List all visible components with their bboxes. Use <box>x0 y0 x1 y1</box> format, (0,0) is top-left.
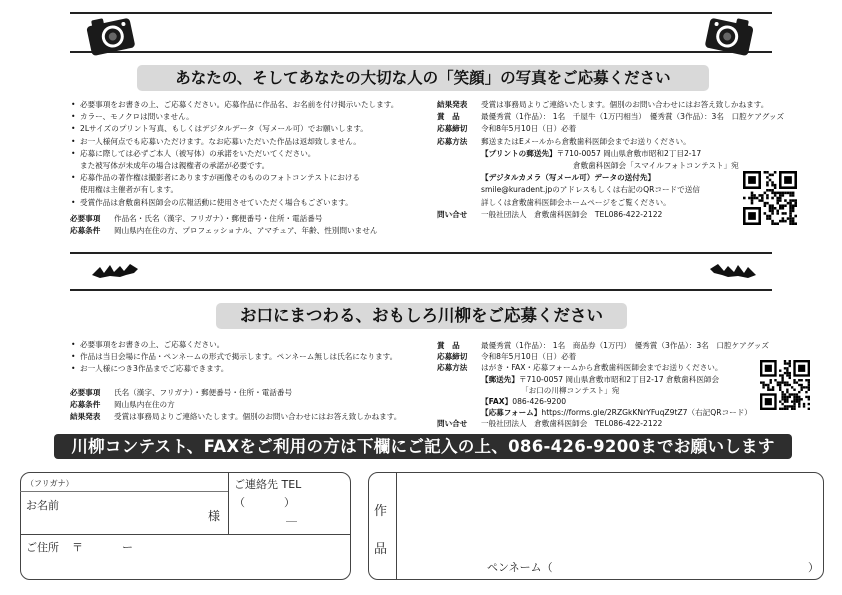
photo-details <box>437 99 784 221</box>
work-input[interactable] <box>400 476 820 552</box>
kv-value: 最優秀賞（1作品）： 1名 商品券（1万円） 優秀賞（3作品）：3名 口腔ケアグッズ <box>481 341 769 350</box>
penname-close: ） <box>808 561 819 574</box>
tel-close-paren: ） <box>284 496 295 509</box>
rule-item: • 受賞作品は倉敷歯科医師会の広報活動に使用させていただく場合もございます。 <box>70 197 398 209</box>
tel-input[interactable] <box>232 490 347 530</box>
kv-value: 最優秀賞（1作品）： 1名 千屋牛（1万円相当） 優秀賞（3作品）：3名 口腔ケアグッズ <box>481 112 785 122</box>
form-divider-furigana <box>20 491 228 492</box>
kv-label: 結果発表 <box>437 100 468 109</box>
camera-icon <box>700 8 760 58</box>
rule-item: また被写体が未成年の場合は親権者の承諾が必要です。 <box>80 161 270 171</box>
form-divider-vertical <box>228 472 229 534</box>
postal-dash: ー <box>122 541 133 554</box>
rule-item: • お一人様何点でも応募いただけます。なお応募いただいた作品は返却致しません。 <box>70 136 398 148</box>
fax-value: 086-426-9200 <box>512 397 567 407</box>
kv-value: 受賞は事務局よりご連絡いたします。個別のお問い合わせにはお答え致しかねます。 <box>481 100 769 109</box>
kv-label: 必要事項 <box>70 214 101 223</box>
kv-value: 郵送またはEメールから倉敷歯科医師会までお送りください。 <box>481 136 691 146</box>
qr-code-icon[interactable] <box>743 171 797 225</box>
kv-label: 応募締切 <box>437 352 468 362</box>
rule-item: • 2Lサイズのプリント写真、もしくはデジタルデータ（写メール可）でお願いします。 <box>70 123 398 135</box>
rule-item: • 応募作品の著作権は撮影者にありますが画像そのもののフォトコンテストにおける <box>70 172 398 184</box>
kv-label: 応募方法 <box>437 136 468 146</box>
senryu-title-suffix: 応募要領 <box>530 261 651 292</box>
work-label: 作 <box>374 504 388 519</box>
rule-item: • カラー、モノクロは問いません。 <box>70 111 398 123</box>
kv-label: 問い合せ <box>437 419 468 429</box>
senryu-title-text: お口の川柳コンテスト <box>189 261 489 292</box>
kv-value: 一般社団法人 倉敷歯科医師会 TEL086-422-2122 <box>481 419 663 429</box>
tel-dash: ＿ <box>286 510 297 523</box>
kv-label: 賞 品 <box>437 112 460 122</box>
kv-value: 受賞は事務局よりご連絡いたします。個別のお問い合わせにはお答え致しかねます。 <box>114 412 402 422</box>
kv-value: 令和8年5月10日（日）必着 <box>481 352 577 362</box>
digital-line: 詳しくは倉敷歯科医師会ホームページをご覧ください。 <box>481 197 671 207</box>
photo-title-suffix: 応募要領 <box>558 21 679 52</box>
kv-value: 氏名（漢字、フリガナ）・郵便番号・住所・電話番号 <box>114 388 293 397</box>
kv-label: 応募方法 <box>437 363 468 373</box>
kv-value: 一般社団法人 倉敷歯科医師会 TEL086-422-2122 <box>481 209 663 219</box>
print-recipient: 倉敷歯科医師会「スマイルフォトコンテスト」宛 <box>573 161 739 171</box>
senryu-details <box>437 340 769 430</box>
name-input[interactable] <box>60 493 205 529</box>
photo-requirements <box>70 213 377 237</box>
mail-heading: 【郵送先】 <box>481 374 519 384</box>
photo-title-text: スマイルフォトコンテスト <box>161 21 517 52</box>
rule-item: • お一人様につき3作品までご応募できます。 <box>70 363 397 375</box>
photo-rules-list <box>70 99 398 209</box>
kv-label: 必要事項 <box>70 388 101 397</box>
senryu-rules-list <box>70 339 397 376</box>
address-label: ご住所 <box>26 541 59 554</box>
address-input[interactable] <box>24 554 346 576</box>
digital-line[interactable]: smile@kuradent.jpのアドレスもしくは右記のQRコードで送信 <box>481 185 700 195</box>
rule-item: 使用権は主催者が有します。 <box>80 185 179 195</box>
photo-contest-subtitle: あなたの、そしてあなたの大切な人の「笑顔」の写真をご応募ください <box>137 65 709 91</box>
mail-address: 〒710-0057 岡山県倉敷市昭和2丁目2-17 倉敷歯科医師会 <box>518 374 720 384</box>
kv-label: 応募締切 <box>437 124 468 134</box>
tel-label: ご連絡先 TEL <box>234 478 302 491</box>
kv-label: 賞 品 <box>437 341 460 350</box>
form-url[interactable]: https://forms.gle/2RZGkKNrYFuqZ9tZ7（右記QRコード） <box>541 408 752 418</box>
rule-item: • 必要事項をお書きの上、ご応募ください。 <box>70 339 397 351</box>
work-label: 品 <box>374 542 388 557</box>
print-heading: 【プリントの郵送先】 <box>481 148 557 158</box>
work-divider-vertical <box>396 472 397 580</box>
kv-label: 問い合せ <box>437 209 468 219</box>
kv-label: 応募条件 <box>70 226 101 236</box>
rule-item: • 必要事項をお書きの上、ご応募ください。応募作品に作品名、お名前を付け掲示いたします。 <box>70 99 398 111</box>
form-divider-address <box>20 534 351 535</box>
penname-label: ペンネーム（ <box>487 561 553 574</box>
brush-stroke-icon <box>90 261 140 281</box>
kv-value: 岡山県内在住の方、プロフェッショナル、アマチュア、年齢、性別問いません <box>114 226 378 236</box>
furigana-label: （フリガナ） <box>26 479 74 488</box>
kv-value: 作品名・氏名（漢字、フリガナ）・郵便番号・住所・電話番号 <box>114 214 323 223</box>
postal-mark: 〒 <box>72 541 83 554</box>
senryu-contest-subtitle: お口にまつわる、おもしろ川柳をご応募ください <box>216 303 627 329</box>
print-address: 〒710-0057 岡山県倉敷市昭和2丁目2-17 <box>556 148 702 158</box>
kv-value: はがき・FAX・応募フォームから倉敷歯科医師会までお送りください。 <box>481 363 723 373</box>
kv-label: 応募条件 <box>70 400 101 410</box>
mail-recipient: 「お口の川柳コンテスト」宛 <box>521 385 620 395</box>
rule-item: • 応募に際しては必ずご本人（被写体）の承諾をいただいてください。 <box>70 148 398 160</box>
name-label: お名前 <box>26 499 59 512</box>
kv-label: 結果発表 <box>70 412 101 422</box>
photo-contest-title <box>150 14 690 50</box>
rule-item: • 作品は当日会場に作品・ペンネームの形式で掲示します。ペンネーム無しは氏名になります。 <box>70 351 397 363</box>
digital-heading: 【デジタルカメラ（写メール可）データの送付先】 <box>481 173 656 183</box>
qr-code-icon[interactable] <box>760 360 810 410</box>
name-suffix: 様 <box>208 509 221 523</box>
fax-instruction-banner: 川柳コンテスト、FAXをご利用の方は下欄にご記入の上、086-426-9200までお願いします <box>54 434 792 459</box>
fax-heading: 【FAX】 <box>481 397 513 407</box>
form-heading: 【応募フォーム】 <box>481 408 542 418</box>
senryu-requirements <box>70 387 401 424</box>
penname-input[interactable] <box>560 556 804 576</box>
senryu-contest-title <box>150 254 690 290</box>
kv-value: 令和8年5月10日（日）必着 <box>481 124 577 134</box>
brush-stroke-icon <box>708 261 758 281</box>
camera-icon <box>80 8 140 58</box>
tel-open-paren: （ <box>234 496 245 509</box>
kv-value: 岡山県内在住の方 <box>114 400 175 410</box>
